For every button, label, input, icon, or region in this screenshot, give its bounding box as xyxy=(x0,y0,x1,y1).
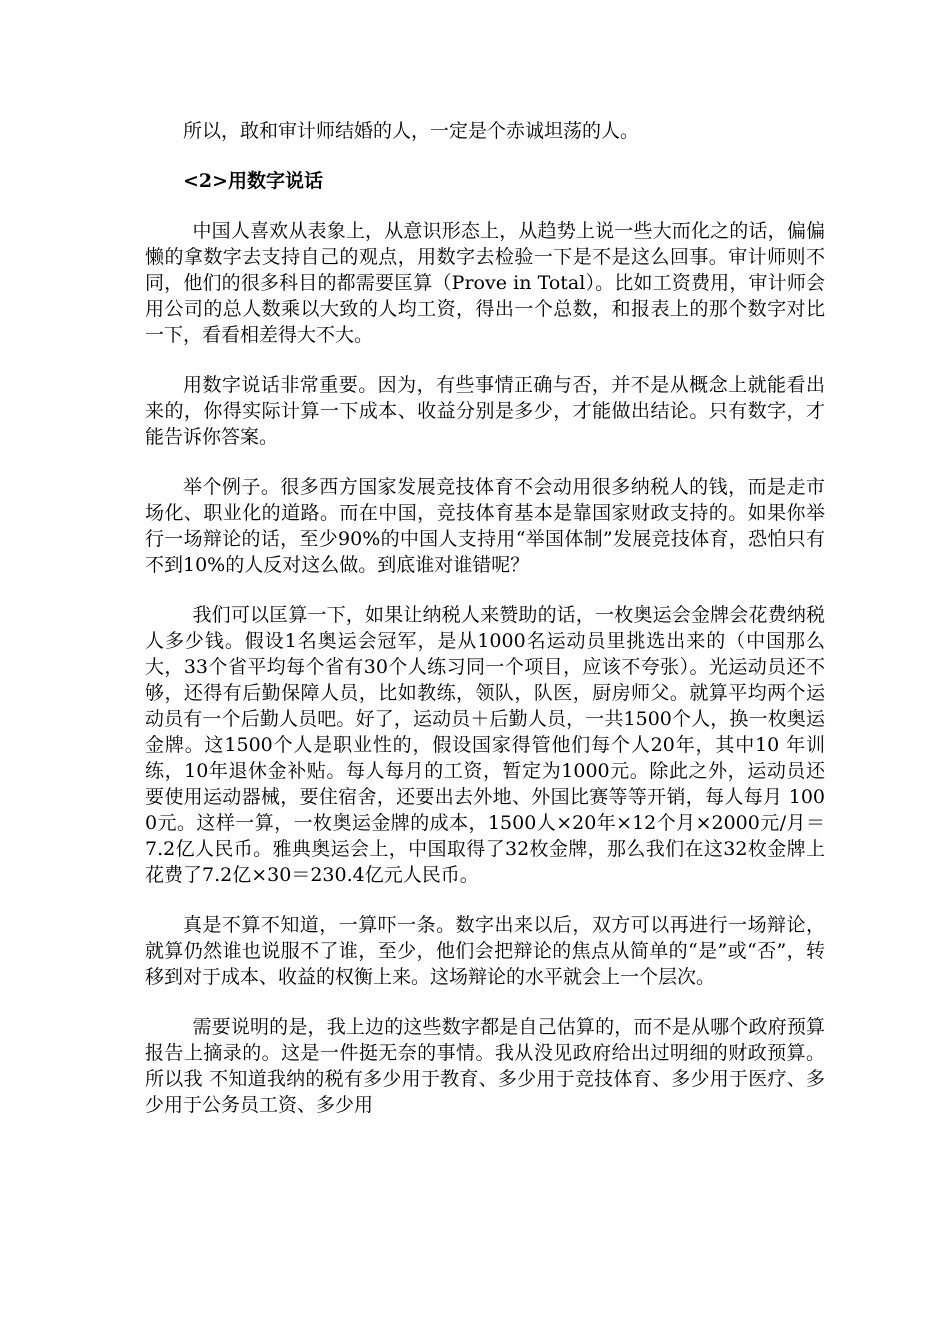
paragraph-1: 所以，敢和审计师结婚的人，一定是个赤诚坦荡的人。 xyxy=(183,120,640,142)
paragraph-3: 用数字说话非常重要。因为，有些事情正确与否，并不是从概念上就能看出来的，你得实际计算一下成本、收益分别是多少，才能做出结论。只有数字，才能告诉你答案。 xyxy=(145,374,825,448)
paragraph-6: 真是不算不知道，一算吓一条。数字出来以后，双方可以再进行一场辩论，就算仍然谁也说服不了谁，至少，他们会把辩论的焦点从简单的“是”或“否”，转移到对于成本、收益的权衡上来。这场辩论的水平就会上一个层次。 xyxy=(145,914,825,988)
paragraph-2: 中国人喜欢从表象上，从意识形态上，从趋势上说一些大而化之的话，偏偏懒的拿数字去支持自己的观点，用数字去检验一下是不是这么回事。审计师则不同，他们的很多科目的都需要匡算（Prove in Total）。比如工资费用，审计师会用公司的总人数乘以大致的人均工资，得出一个总数，和报表上的那个数字对比一下，看看相差得大不大。 xyxy=(145,220,825,346)
document-body xyxy=(145,118,825,1142)
section-heading: <2>用数字说话 xyxy=(183,170,324,192)
paragraph-5: 我们可以匡算一下，如果让纳税人来赞助的话，一枚奥运会金牌会花费纳税人多少钱。假设1名奥运会冠军，是从1000名运动员里挑选出来的（中国那么 大，33个省平均每个省有30个人练习同一个项目，应该不夸张）。光运动员还不够，还得有后勤保障人员，比如教练，领队，队医，厨房师父。就算平均两个运 动员有一个后勤人员吧。好了，运动员＋后勤人员，一共1500个人，换一枚奥运金牌。这1500个人是职业性的，假设国家得管他们每个人20年，其中10 年训练，10年退休金补贴。每人每月的工资，暂定为1000元。除此之外，运动员还要使用运动器械，要住宿舍，还要出去外地、外国比赛等等开销，每人每月 1000元。这样一算，一枚奥运金牌的成本，1500人×20年×12个月×2000元/月＝7.2亿人民币。雅典奥运会上，中国取得了32枚金牌，那么我们在这32枚金牌上花费了7.2亿×30＝230.4亿元人民币。 xyxy=(145,604,825,886)
paragraph-7: 需要说明的是，我上边的这些数字都是自己估算的，而不是从哪个政府预算报告上摘录的。这是一件挺无奈的事情。我从没见政府给出过明细的财政预算。所以我 不知道我纳的税有多少用于教育、多少用于竞技体育、多少用于医疗、多少用于公务员工资、多少用 xyxy=(145,1016,825,1116)
paragraph-4: 举个例子。很多西方国家发展竞技体育不会动用很多纳税人的钱，而是走市场化、职业化的道路。而在中国，竞技体育基本是靠国家财政支持的。如果你举行一场辩论的话，至少90%的中国人支持用“举国体制”发展竞技体育，恐怕只有不到10%的人反对这么做。到底谁对谁错呢？ xyxy=(145,476,825,576)
